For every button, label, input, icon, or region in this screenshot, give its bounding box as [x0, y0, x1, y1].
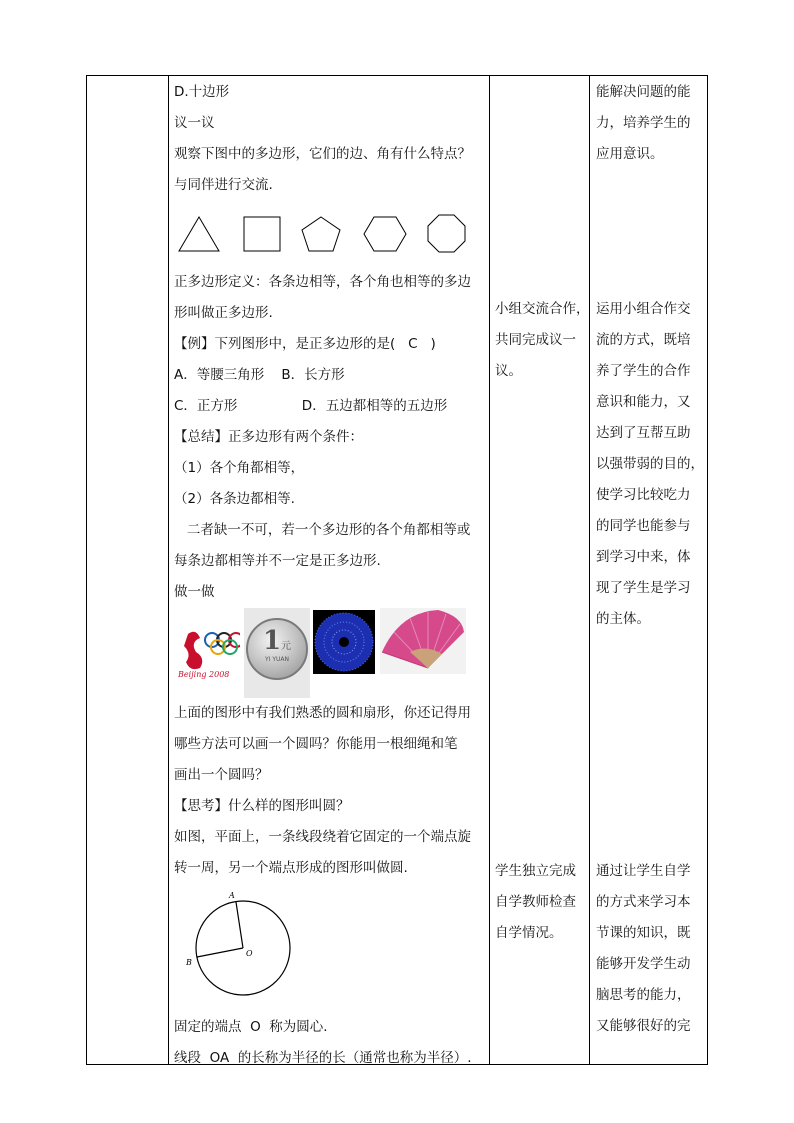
intent-3-line-5: 脑思考的能力，	[596, 987, 691, 1003]
intent-2-line-11: 的主体。	[596, 611, 650, 627]
table-border-right	[707, 75, 708, 1065]
intent-3-line-6: 又能够很好的完	[596, 1018, 691, 1034]
coin-unit: 元	[281, 641, 292, 652]
intent-cell	[596, 77, 704, 170]
section-do: 做一做	[174, 584, 215, 600]
coin-value: 1	[262, 626, 282, 656]
definition-line-1: 正多边形定义：各条边相等，各个角也相等的多边	[174, 274, 471, 290]
coin-face	[246, 618, 308, 680]
pentagon-icon	[302, 217, 340, 251]
circle-figure	[174, 884, 314, 1012]
intent-2-line-2: 流的方式，既培	[596, 332, 691, 348]
intent-2-line-7: 使学习比较吃力	[596, 487, 691, 503]
example-options-cd: C．正方形 D．五边都相等的五边形	[174, 398, 448, 414]
table-border-col2	[168, 75, 169, 1065]
intent-3-line-4: 能够开发学生动	[596, 956, 691, 972]
disc-image	[313, 610, 375, 674]
table-border-col3	[489, 75, 490, 1065]
activity-2-line-3: 自学情况。	[495, 925, 563, 941]
polygon-shapes	[174, 201, 474, 267]
circle-definition-2: 转一周，另一个端点形成的图形叫做圆.	[174, 860, 408, 876]
fan-icon	[380, 608, 466, 674]
summary-note-1: 二者缺一不可，若一个多边形的各个角都相等或	[174, 522, 471, 538]
triangle-icon	[179, 217, 219, 251]
intent-3-line-3: 节课的知识，既	[596, 925, 691, 941]
center-definition: 固定的端点 O 称为圆心.	[174, 1019, 328, 1035]
table-top-border	[86, 75, 708, 76]
summary-condition-2: （2）各条边都相等.	[174, 491, 295, 507]
intent-1-line-2: 力，培养学生的	[596, 115, 691, 131]
circle-intro-2: 哪些方法可以画一个圆吗？你能用一根细绳和笔	[174, 736, 458, 752]
circle-intro-1: 上面的图形中有我们熟悉的圆和扇形，你还记得用	[174, 705, 471, 721]
intent-cell-3	[596, 856, 704, 1042]
coin-image	[244, 608, 310, 698]
activity-cell-2	[495, 856, 587, 949]
example-options-ab: A．等腰三角形 B．长方形	[174, 367, 345, 383]
activity-2-line-2: 自学教师检查	[495, 894, 576, 910]
section-discuss: 议一议	[174, 115, 215, 131]
coin-text: YI YUAN	[265, 656, 289, 663]
table-border-left	[86, 75, 87, 1065]
photo-row	[174, 608, 486, 698]
summary-title: 【总结】正多边形有两个条件：	[174, 429, 363, 445]
intent-2-line-10: 现了学生是学习	[596, 580, 691, 596]
definition-line-2: 形叫做正多边形.	[174, 305, 273, 321]
summary-note-2: 每条边都相等并不一定是正多边形.	[174, 553, 381, 569]
radius-oa	[236, 902, 243, 948]
intent-cell-2	[596, 294, 704, 635]
intent-2-line-6: 以强带弱的目的，	[596, 456, 704, 472]
activity-1-line-2: 共同完成议一	[495, 332, 576, 348]
circle-diagram	[174, 884, 486, 1012]
radius-definition: 线段 OA 的长称为半径的长（通常也称为半径）.	[174, 1050, 472, 1066]
content-cell	[174, 77, 486, 1074]
discuss-instruction: 与同伴进行交流.	[174, 177, 273, 193]
disc-icon	[313, 610, 375, 674]
logo-text: Beijing 2008	[178, 670, 230, 679]
radius-ob	[197, 948, 243, 957]
activity-2-line-1: 学生独立完成	[495, 863, 576, 879]
summary-condition-1: （1）各个角都相等，	[174, 460, 305, 476]
option-d: D.十边形	[174, 84, 230, 100]
square-icon	[244, 217, 280, 251]
olympic-logo-image	[174, 620, 240, 686]
intent-2-line-5: 达到了互帮互助	[596, 425, 691, 441]
table-border-col4	[589, 75, 590, 1065]
example-question: 【例】下列图形中，是正多边形的是( C )	[174, 336, 436, 352]
intent-1-line-3: 应用意识。	[596, 146, 664, 162]
intent-1-line-1: 能解决问题的能	[596, 84, 691, 100]
octagon-icon	[428, 215, 465, 252]
label-b: B	[186, 958, 192, 967]
intent-2-line-4: 意识和能力，又	[596, 394, 691, 410]
circle-definition-1: 如图，平面上，一条线段绕着它固定的一个端点旋	[174, 829, 471, 845]
polygon-row	[174, 201, 486, 267]
activity-1-line-3: 议。	[495, 363, 522, 379]
intent-3-line-1: 通过让学生自学	[596, 863, 691, 879]
fan-image	[380, 608, 466, 674]
label-o: O	[246, 949, 253, 958]
intent-2-line-8: 的同学也能参与	[596, 518, 691, 534]
intent-2-line-9: 到学习中来，体	[596, 549, 691, 565]
label-a: A	[229, 891, 235, 900]
intent-3-line-2: 的方式来学习本	[596, 894, 691, 910]
think-question: 【思考】什么样的图形叫圆？	[174, 798, 350, 814]
intent-2-line-1: 运用小组合作交	[596, 301, 691, 317]
activity-1-line-1: 小组交流合作，	[495, 301, 590, 317]
discuss-question: 观察下图中的多边形，它们的边、角有什么特点？	[174, 146, 471, 162]
circle-intro-3: 画出一个圆吗？	[174, 767, 269, 783]
intent-2-line-3: 养了学生的合作	[596, 363, 691, 379]
activity-cell	[495, 294, 590, 387]
hexagon-icon	[364, 217, 406, 251]
